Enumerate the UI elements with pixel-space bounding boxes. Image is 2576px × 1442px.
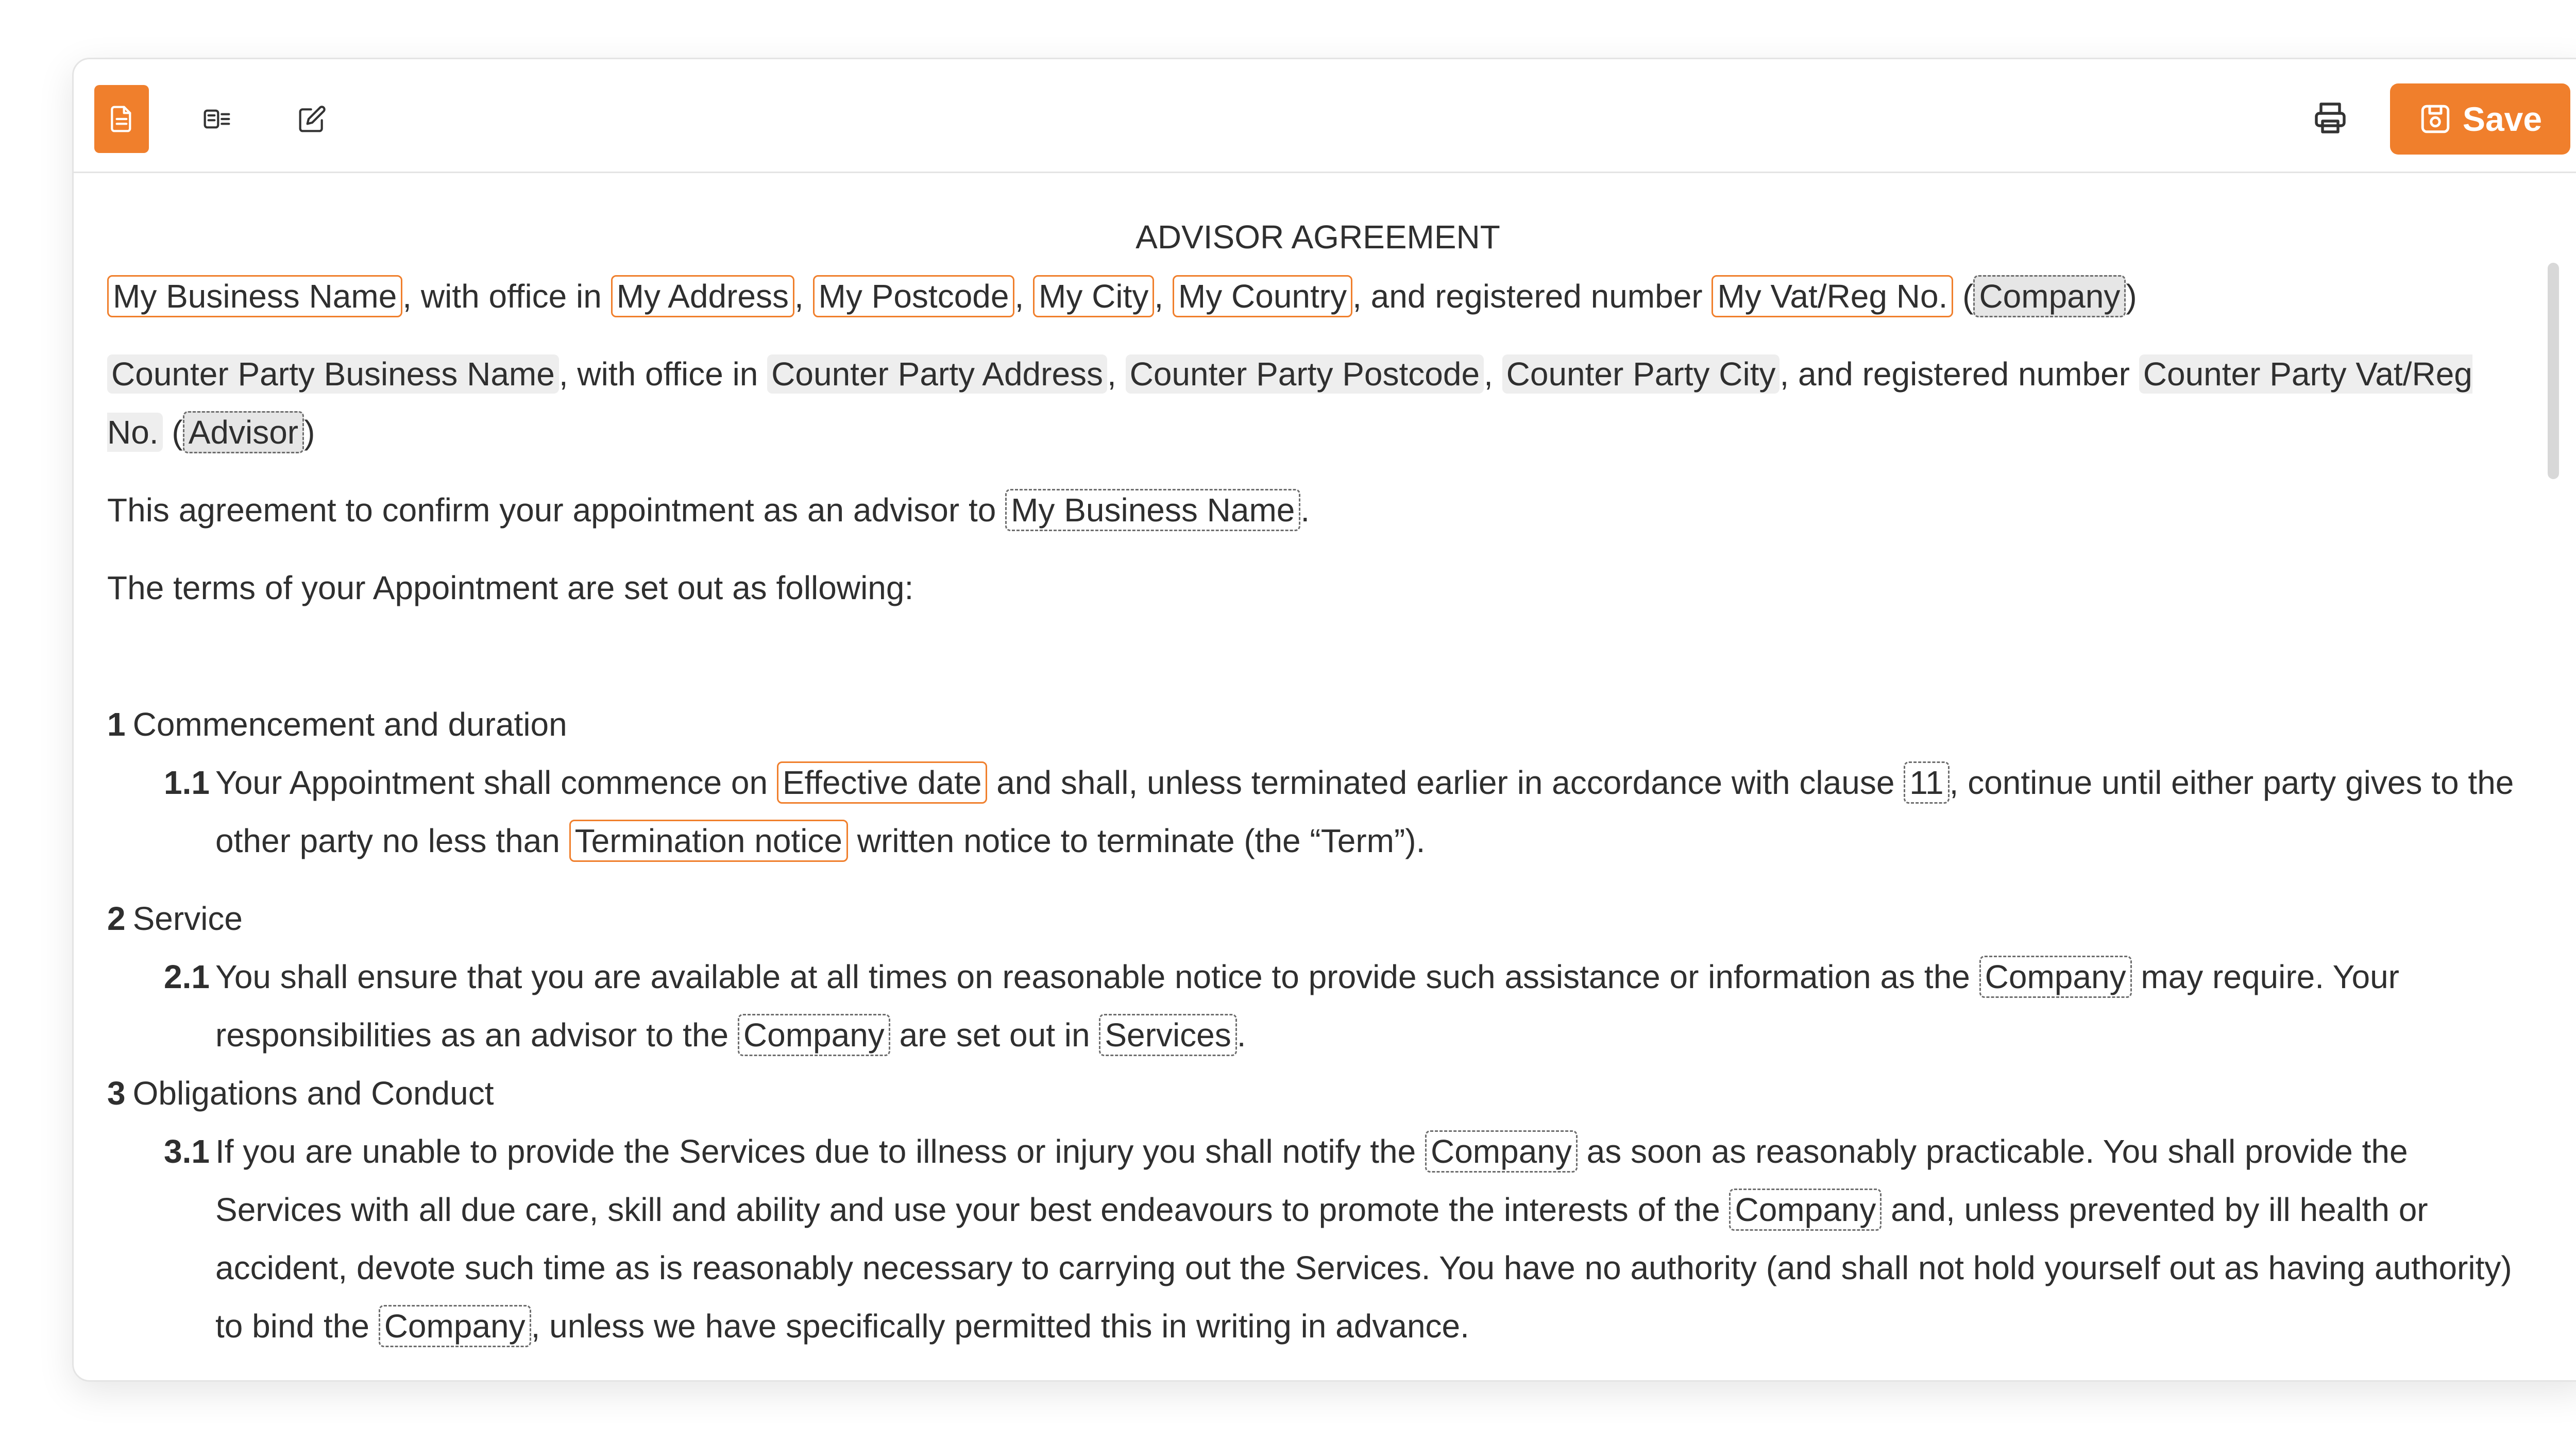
field-company-ref[interactable]: Company: [1425, 1130, 1578, 1173]
field-company-ref[interactable]: Company: [379, 1305, 531, 1347]
editor-card: [72, 58, 2576, 1382]
field-my-postcode[interactable]: My Postcode: [813, 275, 1015, 317]
clause-1-1: 1.1 Your Appointment shall commence on Effective date and shall, unless terminated earlier in accordance with clause 11 , continue until either party gives to the other party no less than Termination notice written notice to terminate (the “Term”).: [107, 754, 2529, 870]
section-1-heading: 1 Commencement and duration: [107, 706, 567, 743]
field-counter-party-city[interactable]: Counter Party City: [1502, 354, 1780, 394]
section-1: [107, 695, 2529, 870]
document-title: ADVISOR AGREEMENT: [1136, 218, 1500, 256]
party-two-paragraph: Counter Party Business Name , with office in Counter Party Address , Counter Party Postcode , Counter Party City , and registered number Counter Party Vat/Reg No. ( Advisor ): [107, 345, 2529, 462]
field-my-vat-reg-no[interactable]: My Vat/Reg No.: [1711, 275, 1953, 317]
section-2-heading: 2 Service: [107, 900, 243, 937]
field-counter-party-business-name[interactable]: Counter Party Business Name: [107, 354, 559, 394]
field-counter-party-address[interactable]: Counter Party Address: [767, 354, 1107, 394]
toolbar: [74, 59, 2576, 173]
field-my-business-name[interactable]: My Business Name: [107, 275, 402, 317]
field-effective-date[interactable]: Effective date: [777, 761, 988, 804]
edit-mode-button[interactable]: [285, 85, 340, 153]
save-icon: [2418, 102, 2452, 136]
document-view-button[interactable]: [94, 85, 149, 153]
save-button[interactable]: [2390, 83, 2570, 155]
field-services-ref[interactable]: Services: [1099, 1014, 1236, 1056]
edit-icon: [298, 105, 327, 133]
field-my-city[interactable]: My City: [1033, 275, 1154, 317]
field-company-ref[interactable]: Company: [738, 1014, 890, 1056]
clause-2-1: 2.1 You shall ensure that you are available at all times on reasonable notice to provide such assistance or information as the Company may require. Your responsibilities as an advisor to the Company are set out in Services .: [107, 948, 2529, 1064]
section-3-heading: 3 Obligations and Conduct: [107, 1075, 494, 1112]
field-clause-ref[interactable]: 11: [1904, 761, 1949, 804]
clause-3-1: 3.1 If you are unable to provide the Services due to illness or injury you shall notify the Company as soon as reasonably practicable. You shall provide the Services with all due care, skill and ability and use your best endeavours to promote the interests of the Company and, unless prevented by ill health or accident, devote such time as is reasonably necessary to carrying out the Services. You have no authority (and shall not hold yourself out as having authority) to bind the Company , unless we have specifically permitted this in writing in advance.: [107, 1123, 2529, 1355]
appointment-paragraph: This agreement to confirm your appointment as an advisor to My Business Name .: [107, 481, 2529, 539]
fields-list-icon: [202, 105, 231, 133]
field-my-address[interactable]: My Address: [611, 275, 794, 317]
document-body[interactable]: [107, 172, 2529, 1357]
field-counter-party-vat-reg-no[interactable]: Counter Party Vat/Reg No.: [107, 355, 2472, 451]
section-3: [107, 1064, 2529, 1355]
field-company-ref[interactable]: Company: [1729, 1189, 1882, 1231]
field-company-alias[interactable]: Company: [1973, 275, 2126, 317]
fields-view-button[interactable]: [190, 85, 244, 153]
terms-intro: The terms of your Appointment are set out as following:: [107, 569, 914, 606]
field-counter-party-postcode[interactable]: Counter Party Postcode: [1126, 354, 1484, 394]
party-one-paragraph: My Business Name , with office in My Address , My Postcode , My City , My Country , and registered number My Vat/Reg No. ( Company ): [107, 267, 2529, 326]
printer-icon[interactable]: [2312, 99, 2349, 137]
field-termination-notice[interactable]: Termination notice: [569, 820, 848, 862]
field-my-business-name-ref[interactable]: My Business Name: [1005, 489, 1300, 531]
save-label: Save: [2462, 100, 2543, 138]
document-scrollbar[interactable]: [2548, 263, 2559, 479]
document-icon: [107, 105, 136, 133]
section-2: [107, 890, 2529, 1064]
field-my-country[interactable]: My Country: [1173, 275, 1352, 317]
field-company-ref[interactable]: Company: [1979, 956, 2132, 998]
field-advisor-alias[interactable]: Advisor: [183, 411, 304, 453]
